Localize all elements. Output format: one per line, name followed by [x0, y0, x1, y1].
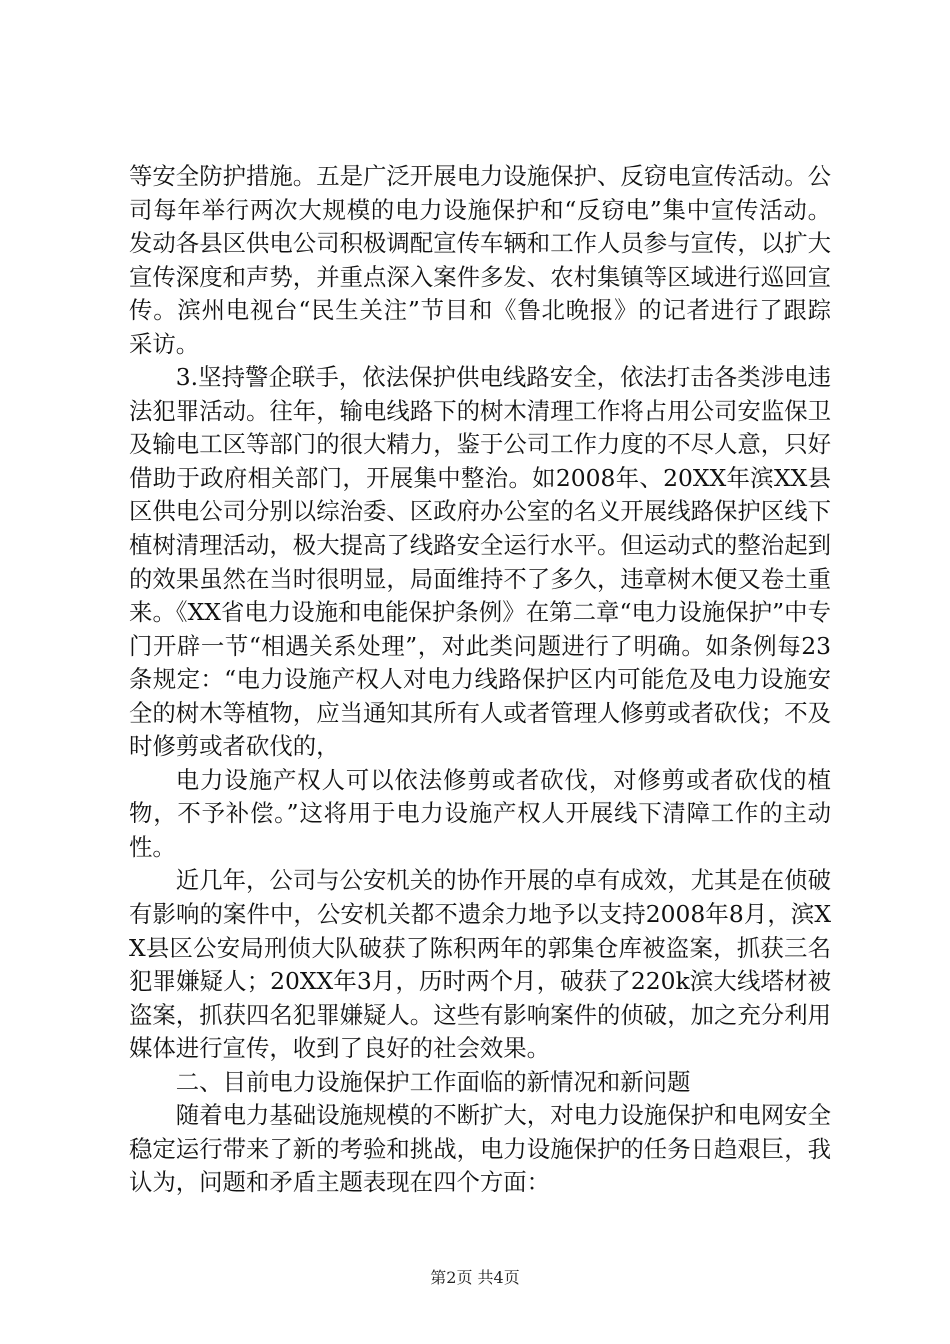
paragraph-police-cooperation: 3.坚持警企联手，依法保护供电线路安全，依法打击各类涉电违法犯罪活动。往年，输电线路下的树木清理工作将占用公司安监保卫及输电工区等部门的很大精力，鉴于公司工作力度的不尽人意，只好借助于政府相关部门，开展集中整治。如2008年、20XX年滨XX县区供电公司分别以综治委、区政府办公室的名义开展线路保护区线下植树清理活动，极大提高了线路安全运行水平。但运动式的整治起到的效果虽然在当时很明显，局面维持不了多久，违章树木便又卷土重来。《XX省电力设施和电能保护条例》在第二章“电力设施保护”中专门开辟一节“相遇关系处理”，对此类问题进行了明确。如条例每23条规定：“电力设施产权人对电力线路保护区内可能危及电力设施安全的树木等植物，应当通知其所有人或者管理人修剪或者砍伐；不及时修剪或者砍伐的，: [129, 363, 831, 761]
paragraph-pruning-rule: 电力设施产权人可以依法修剪或者砍伐，对修剪或者砍伐的植物，不予补偿。”这将用于电力设施产权人开展线下清障工作的主动性。: [129, 765, 831, 861]
paragraph-challenges: 随着电力基础设施规模的不断扩大，对电力设施保护和电网安全稳定运行带来了新的考验和挑战，电力设施保护的任务日趋艰巨，我认为，问题和矛盾主题表现在四个方面：: [129, 1101, 831, 1197]
document-body: [129, 160, 831, 1200]
section-heading-new-issues: 二、目前电力设施保护工作面临的新情况和新问题: [175, 1067, 691, 1096]
paragraph-recent-years: 近几年，公司与公安机关的协作开展的卓有成效，尤其是在侦破有影响的案件中，公安机关都不遗余力地予以支持2008年8月，滨XX县区公安局刑侦大队破获了陈积两年的郭集仓库被盗案，抓获三名犯罪嫌疑人；20XX年3月，历时两个月，破获了220k滨大线塔材被盗案，抓获四名犯罪嫌疑人。这些有影响案件的侦破，加之充分利用媒体进行宣传，收到了良好的社会效果。: [129, 866, 831, 1063]
page-number-footer: 第2页 共4页: [430, 1268, 520, 1287]
paragraph-continuation: 等安全防护措施。五是广泛开展电力设施保护、反窃电宣传活动。公司每年举行两次大规模的电力设施保护和“反窃电”集中宣传活动。发动各县区供电公司积极调配宣传车辆和工作人员参与宣传，以扩大宣传深度和声势，并重点深入案件多发、农村集镇等区域进行巡回宣传。滨州电视台“民生关注”节目和《鲁北晚报》的记者进行了跟踪采访。: [129, 162, 831, 358]
